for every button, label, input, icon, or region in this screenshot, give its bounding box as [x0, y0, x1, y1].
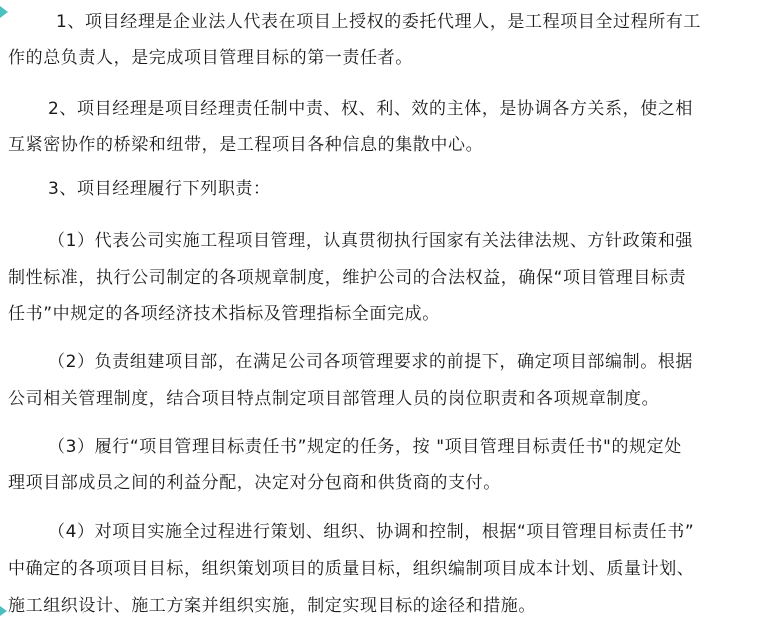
item-3-line-2: 理项目部成员之间的利益分配，决定对分包商和供货商的支付。 — [8, 473, 501, 493]
item-3-line-1: （3）履行“项目管理目标责任书”规定的任务，按 "项目管理目标责任书"的规定处 — [48, 437, 682, 457]
item-4-line-1: （4）对项目实施全过程进行策划、组织、协调和控制，根据“项目管理目标责任书” — [48, 522, 695, 542]
item-2-line-2: 公司相关管理制度，结合项目特点制定项目部管理人员的岗位职责和各项规章制度。 — [8, 389, 660, 409]
corner-marker-icon — [0, 6, 8, 18]
item-4-line-2: 中确定的各项项目目标，组织策划项目的质量目标，组织编制项目成本计划、质量计划、 — [8, 559, 695, 579]
paragraph-3-line-1: 3、项目经理履行下列职责： — [48, 179, 271, 199]
paragraph-2-line-2: 互紧密协作的桥梁和纽带，是工程项目各种信息的集散中心。 — [8, 135, 484, 155]
item-1-line-2: 制性标准，执行公司制定的各项规章制度，维护公司的合法权益，确保“项目管理目标责 — [8, 268, 687, 288]
item-1-line-3: 任书”中规定的各项经济技术指标及管理指标全面完成。 — [8, 304, 440, 324]
paragraph-1-line-2: 作的总负责人，是完成项目管理目标的第一责任者。 — [8, 48, 413, 68]
item-4-line-3: 施工组织设计、施工方案并组织实施，制定实现目标的途径和措施。 — [8, 596, 536, 616]
item-1-line-1: （1）代表公司实施工程项目管理，认真贯彻执行国家有关法律法规、方针政策和强 — [48, 231, 694, 251]
item-2-line-1: （2）负责组建项目部，在满足公司各项管理要求的前提下，确定项目部编制。根据 — [48, 352, 694, 372]
paragraph-1-line-1: 1、项目经理是企业法人代表在项目上授权的委托代理人，是工程项目全过程所有工 — [56, 12, 702, 32]
paragraph-2-line-1: 2、项目经理是项目经理责任制中责、权、利、效的主体，是协调各方关系，使之相 — [48, 99, 694, 119]
corner-marker-bottom-icon — [0, 606, 7, 616]
